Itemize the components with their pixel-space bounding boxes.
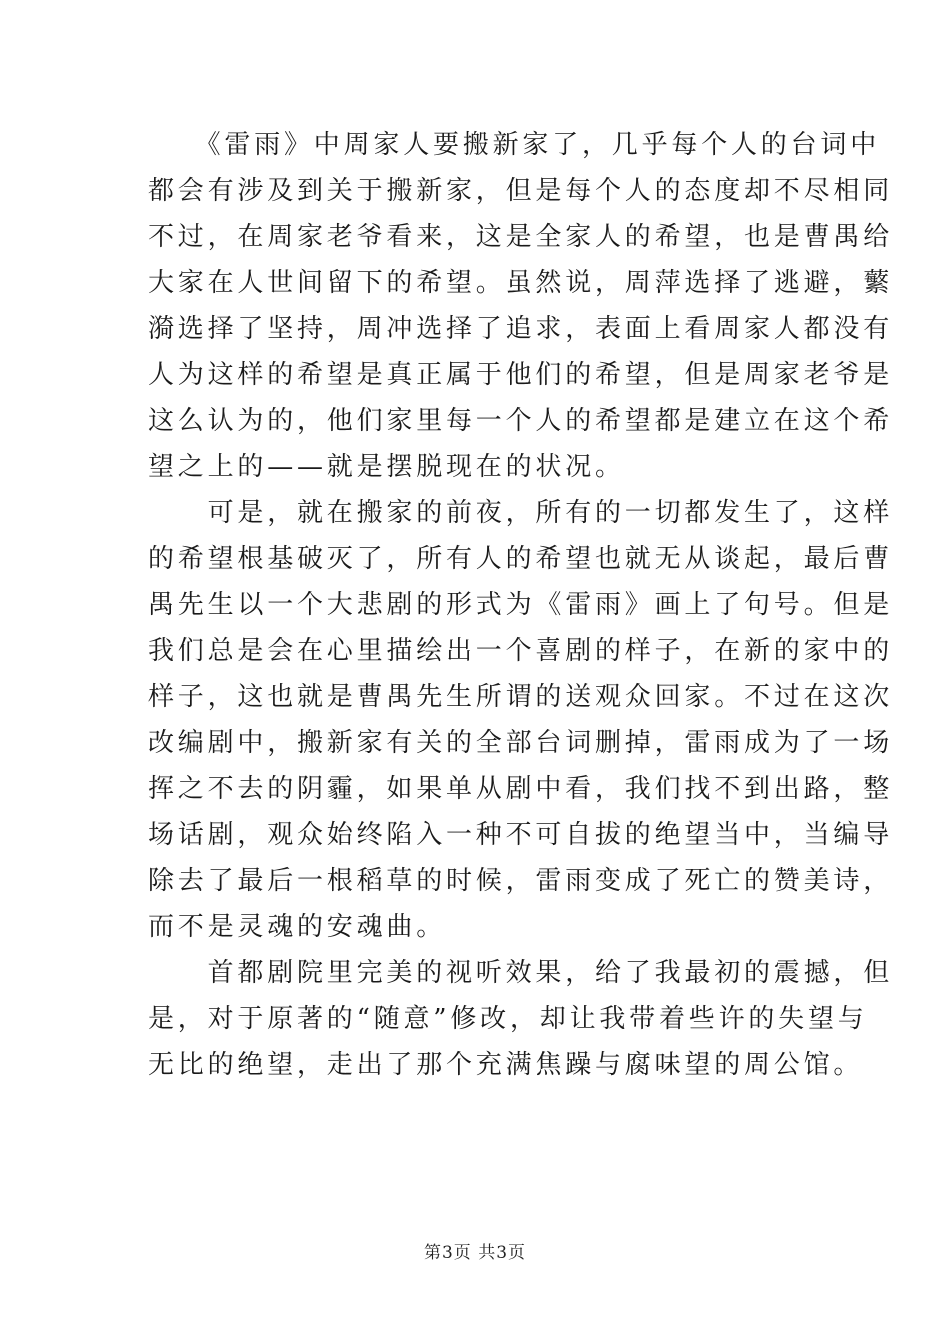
- text-line: 是，对于原著的“随意”修改，却让我带着些许的失望与: [148, 1004, 868, 1034]
- text-line: 《雷雨》中周家人要搬新家了，几乎每个人的台词中: [148, 130, 881, 160]
- text-line: 这么认为的，他们家里每一个人的希望都是建立在这个希: [148, 406, 894, 436]
- document-body: [148, 122, 894, 1088]
- text-line: 改编剧中，搬新家有关的全部台词删掉，雷雨成为了一场: [148, 728, 894, 758]
- text-line: 人为这样的希望是真正属于他们的希望，但是周家老爷是: [148, 360, 894, 390]
- text-line: 禺先生以一个大悲剧的形式为《雷雨》画上了句号。但是: [148, 590, 894, 620]
- text-line: 无比的绝望，走出了那个充满焦躁与腐味望的周公馆。: [148, 1050, 864, 1080]
- text-line: 望之上的——就是摆脱现在的状况。: [148, 452, 625, 482]
- text-line: 场话剧，观众始终陷入一种不可自拔的绝望当中，当编导: [148, 820, 894, 850]
- text-line: 除去了最后一根稻草的时候，雷雨变成了死亡的赞美诗，: [148, 866, 894, 896]
- text-line: 而不是灵魂的安魂曲。: [148, 912, 447, 942]
- text-line: 首都剧院里完美的视听效果，给了我最初的震撼，但: [148, 958, 894, 988]
- text-line: 挥之不去的阴霾，如果单从剧中看，我们找不到出路，整: [148, 774, 894, 804]
- text-line: 我们总是会在心里描绘出一个喜剧的样子，在新的家中的: [148, 636, 894, 666]
- text-line: 样子，这也就是曹禺先生所谓的送观众回家。不过在这次: [148, 682, 894, 712]
- text-line: 不过，在周家老爷看来，这是全家人的希望，也是曹禺给: [148, 222, 894, 252]
- paragraph: [148, 122, 894, 490]
- paragraph: [148, 950, 894, 1088]
- text-line: 都会有涉及到关于搬新家，但是每个人的态度却不尽相同: [148, 176, 894, 206]
- text-line: 大家在人世间留下的希望。虽然说，周萍选择了逃避，蘩: [148, 268, 894, 298]
- paragraph: [148, 490, 894, 950]
- page-footer: 第3页 共3页: [423, 1243, 527, 1263]
- text-line: 的希望根基破灭了，所有人的希望也就无从谈起，最后曹: [148, 544, 894, 574]
- text-line: 漪选择了坚持，周冲选择了追求，表面上看周家人都没有: [148, 314, 894, 344]
- text-line: 可是，就在搬家的前夜，所有的一切都发生了，这样: [148, 498, 894, 528]
